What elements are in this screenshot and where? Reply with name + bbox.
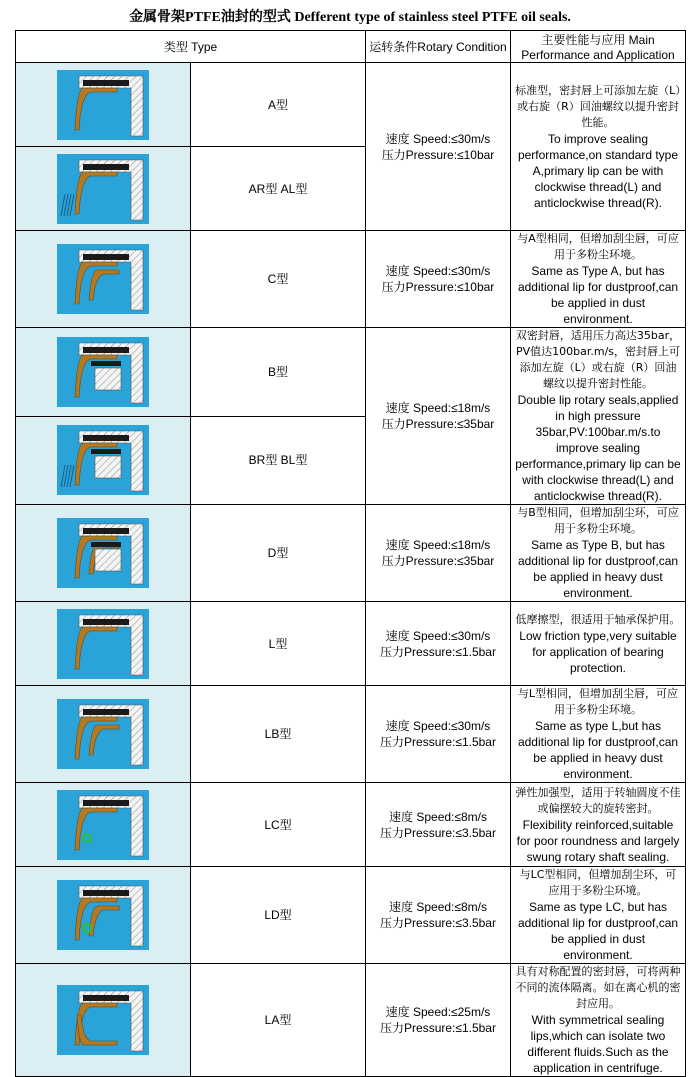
type-label: LA型 xyxy=(191,964,366,1077)
performance-description xyxy=(511,783,686,867)
seal-diagram-cell xyxy=(16,147,191,231)
seal-diagram-cell xyxy=(16,328,191,417)
pressure-value: 压力Pressure:≤1.5bar xyxy=(380,735,496,749)
rotary-condition xyxy=(366,867,511,964)
table-row xyxy=(16,964,686,1077)
speed-value: 速度 Speed:≤25m/s xyxy=(385,1005,491,1019)
seal-profile-icon xyxy=(57,425,149,495)
type-label: LB型 xyxy=(191,686,366,783)
speed-value: 速度 Speed:≤18m/s xyxy=(385,401,491,415)
seal-profile-icon xyxy=(57,70,149,140)
rotary-condition xyxy=(366,505,511,602)
type-label: BR型 BL型 xyxy=(191,416,366,505)
performance-description xyxy=(511,686,686,783)
header-performance: 主要性能与应用 Main Performance and Application xyxy=(511,31,686,63)
table-row xyxy=(16,505,686,602)
type-label: A型 xyxy=(191,63,366,147)
speed-value: 速度 Speed:≤30m/s xyxy=(385,719,491,733)
type-label: D型 xyxy=(191,505,366,602)
performance-description xyxy=(511,63,686,231)
seal-profile-icon xyxy=(57,518,149,588)
performance-description xyxy=(511,964,686,1077)
speed-value: 速度 Speed:≤30m/s xyxy=(385,628,491,643)
speed-value: 速度 Speed:≤30m/s xyxy=(385,264,491,278)
rotary-condition xyxy=(366,328,511,505)
pressure-value: 压力Pressure:≤35bar xyxy=(381,417,495,431)
table-row xyxy=(16,328,686,417)
performance-description xyxy=(511,231,686,328)
description-cn: 弹性加强型，适用于转轴圆度不佳或偏摆较大的旋转密封。 xyxy=(515,785,681,815)
description-en: Low friction type,very suitable for application of bearing protection. xyxy=(519,628,677,675)
speed-value: 速度 Speed:≤8m/s xyxy=(389,809,487,824)
seal-profile-icon xyxy=(57,154,149,224)
rotary-condition xyxy=(366,231,511,328)
description-en: Flexibility reinforced,suitable for poor roundness and largely swung rotary shaft sealing. xyxy=(516,817,680,864)
pressure-value: 压力Pressure:≤1.5bar xyxy=(380,1021,496,1035)
description-cn: 具有对称配置的密封唇，可将两种不同的流体隔离。如在离心机的密封应用。 xyxy=(515,965,681,1010)
speed-value: 速度 Speed:≤30m/s xyxy=(385,131,491,146)
seal-profile-icon xyxy=(57,985,149,1055)
description-cn: 与B型相同，但增加刮尘环，可应用于多粉尘环境。 xyxy=(517,506,679,535)
performance-description xyxy=(511,328,686,505)
speed-value: 速度 Speed:≤8m/s xyxy=(389,900,487,914)
pressure-value: 压力Pressure:≤1.5bar xyxy=(380,644,496,659)
seal-diagram-cell xyxy=(16,964,191,1077)
seal-profile-icon xyxy=(57,880,149,950)
seal-diagram-cell xyxy=(16,686,191,783)
table-row xyxy=(16,783,686,867)
header-type: 类型 Type xyxy=(16,31,366,63)
seal-diagram-cell xyxy=(16,63,191,147)
description-en: Double lip rotary seals,applied in high pressure 35bar,PV:100bar.m/s.to improve sealing performance,primary lip can be with clockwise thread(L) and anticlockwise thread(R). xyxy=(515,393,681,503)
pressure-value: 压力Pressure:≤3.5bar xyxy=(380,825,496,840)
seal-profile-icon xyxy=(57,699,149,769)
table-row xyxy=(16,686,686,783)
type-label: L型 xyxy=(191,602,366,686)
type-label: B型 xyxy=(191,328,366,417)
description-cn: 标准型，密封唇上可添加左旋（L）或右旋（R）回油螺纹以提升密封性能。 xyxy=(515,83,681,129)
speed-value: 速度 Speed:≤18m/s xyxy=(385,538,491,552)
table-row xyxy=(16,63,686,147)
description-en: Same as type LC, but has additional lip for dustproof,can be applied in dust environment. xyxy=(517,900,679,962)
table-header-row xyxy=(16,31,686,63)
description-cn: 双密封唇，适用压力高达35bar，PV值达100bar.m/s，密封唇上可添加左旋（L）或右旋（R）回油螺纹以提升密封性能。 xyxy=(515,329,681,390)
table-row xyxy=(16,231,686,328)
seal-diagram-cell xyxy=(16,505,191,602)
rotary-condition xyxy=(366,602,511,686)
rotary-condition xyxy=(366,964,511,1077)
seal-diagram-cell xyxy=(16,783,191,867)
pressure-value: 压力Pressure:≤10bar xyxy=(381,147,495,162)
header-condition: 运转条件Rotary Condition xyxy=(366,31,511,63)
seal-diagram-cell xyxy=(16,416,191,505)
pressure-value: 压力Pressure:≤3.5bar xyxy=(380,916,496,930)
description-en: Same as Type A, but has additional lip for dustproof,can be applied in dust environment. xyxy=(517,264,679,326)
description-cn: 与L型相同，但增加刮尘唇，可应用于多粉尘环境。 xyxy=(517,687,679,716)
page-title: 金属骨架PTFE油封的型式 Defferent type of stainless steel PTFE oil seals. xyxy=(129,10,571,25)
type-label: C型 xyxy=(191,231,366,328)
type-label: LD型 xyxy=(191,867,366,964)
table-row xyxy=(16,602,686,686)
table-row xyxy=(16,867,686,964)
description-en: Same as type L,but has additional lip for dustproof,can be applied in heavy dust environment. xyxy=(517,719,679,781)
description-en: Same as Type B, but has additional lip for dustproof,can be applied in heavy dust environment. xyxy=(517,538,679,600)
pressure-value: 压力Pressure:≤35bar xyxy=(381,554,495,568)
seal-profile-icon xyxy=(57,244,149,314)
type-label: AR型 AL型 xyxy=(191,147,366,231)
rotary-condition xyxy=(366,686,511,783)
rotary-condition xyxy=(366,783,511,867)
description-cn: 与LC型相同，但增加刮尘环，可应用于多粉尘环境。 xyxy=(519,868,677,897)
seal-diagram-cell xyxy=(16,231,191,328)
description-en: With symmetrical sealing lips,which can isolate two different fluids.Such as the application in centrifuge. xyxy=(527,1013,669,1075)
performance-description xyxy=(511,505,686,602)
description-en: To improve sealing performance,on standard type A,primary lip can be with clockwise thread(L) and anticlockwise thread(R). xyxy=(517,131,679,210)
seal-profile-icon xyxy=(57,337,149,407)
performance-description xyxy=(511,602,686,686)
type-label: LC型 xyxy=(191,783,366,867)
rotary-condition xyxy=(366,63,511,231)
seal-diagram-cell xyxy=(16,602,191,686)
seal-profile-icon xyxy=(57,609,149,679)
pressure-value: 压力Pressure:≤10bar xyxy=(381,280,495,294)
seal-profile-icon xyxy=(57,790,149,860)
seal-diagram-cell xyxy=(16,867,191,964)
description-cn: 与A型相同，但增加刮尘唇，可应用于多粉尘环境。 xyxy=(517,232,679,261)
performance-description xyxy=(511,867,686,964)
description-cn: 低摩擦型，很适用于轴承保护用。 xyxy=(515,612,681,626)
seal-types-table xyxy=(15,30,686,1077)
